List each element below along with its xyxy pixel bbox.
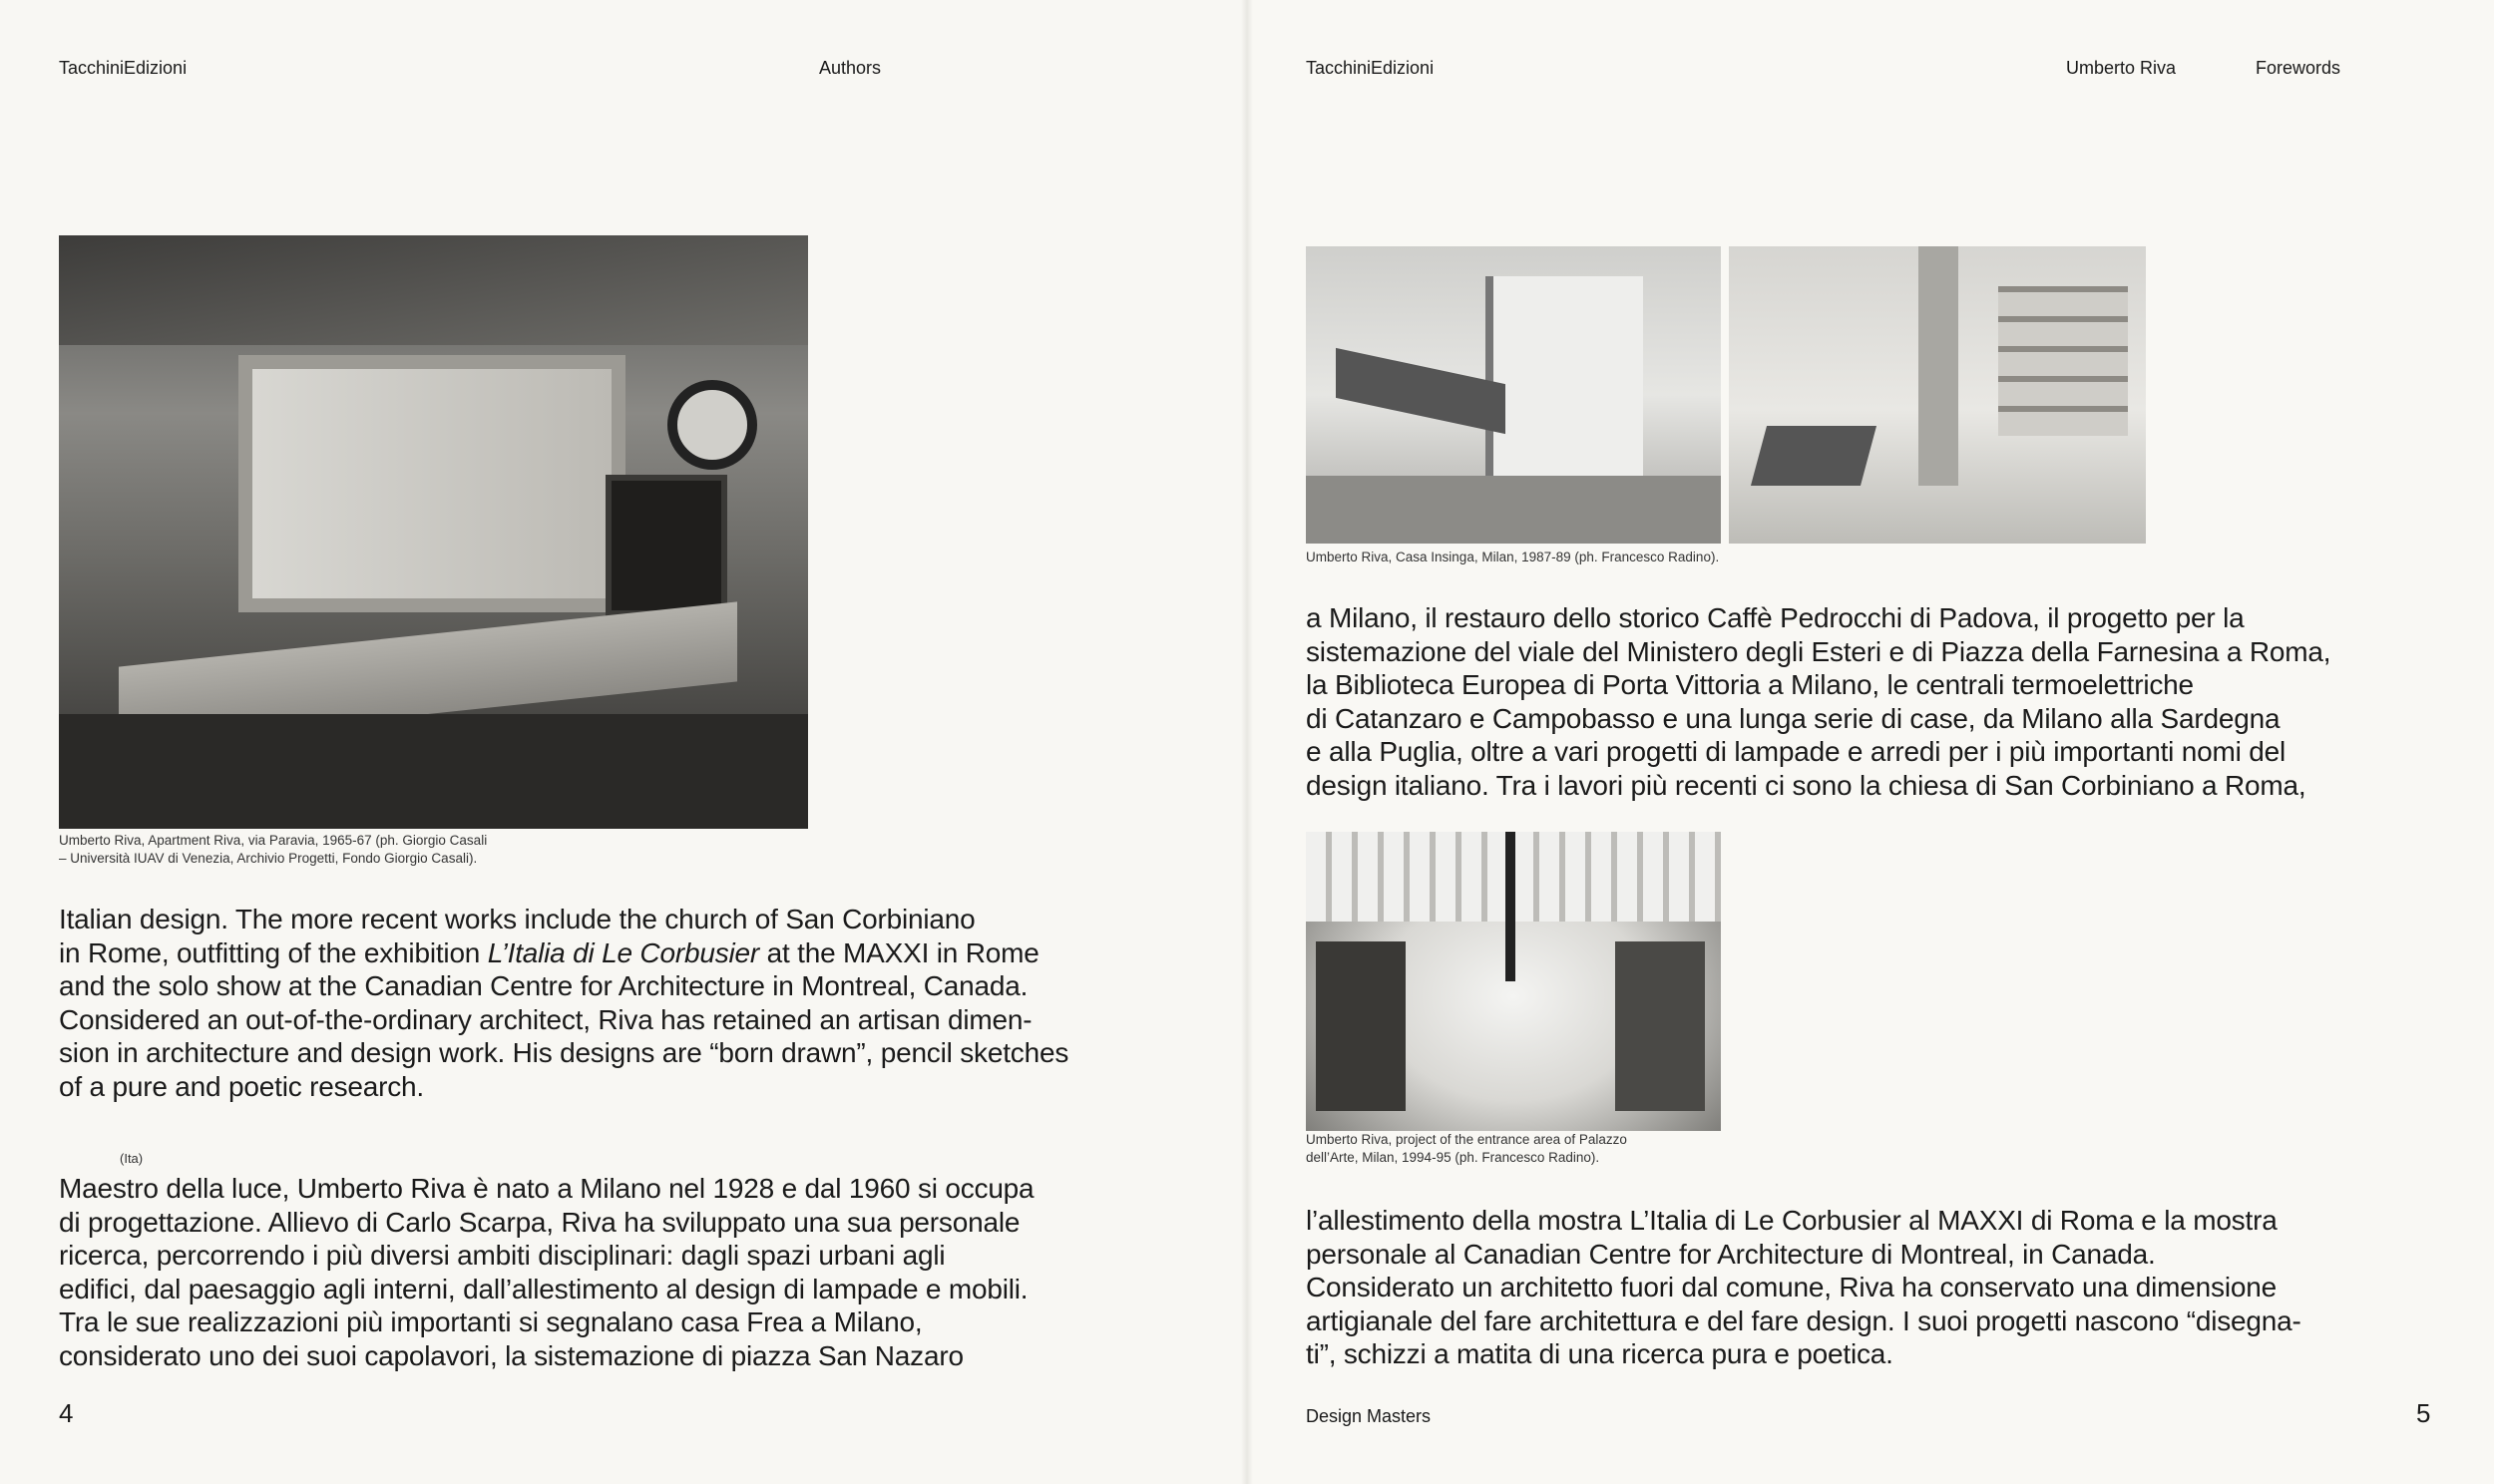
text-line: e alla Puglia, oltre a vari progetti di lampade e arredi per i più importanti nomi del bbox=[1306, 736, 2286, 768]
book-gutter bbox=[1241, 0, 1253, 1484]
exhibition-title: L’Italia di Le Corbusier bbox=[487, 936, 760, 968]
text-span: in Rome, outfitting of the exhibition bbox=[59, 936, 488, 968]
text-line: ti”, schizzi a matita di una ricerca pura e poetica. bbox=[1306, 1338, 1893, 1370]
italian-paragraph bbox=[59, 1172, 1034, 1373]
photo-apartment-riva bbox=[59, 235, 808, 829]
text-line: l’allestimento della mostra L’Italia di Le Corbusier al MAXXI di Roma e la mostra bbox=[1306, 1205, 2278, 1236]
text-line: design italiano. Tra i lavori più recenti ci sono la chiesa di San Corbiniano a Roma, bbox=[1306, 769, 2306, 801]
text-line: ricerca, percorrendo i più diversi ambiti disciplinari: dagli spazi urbani agli bbox=[59, 1240, 946, 1272]
photo-caption bbox=[59, 832, 487, 867]
text-line: artigianale del fare architettura e del fare design. I suoi progetti nascono “disegna- bbox=[1306, 1304, 2301, 1336]
text-line: and the solo show at the Canadian Centre for Architecture in Montreal, Canada. bbox=[59, 970, 1029, 1002]
header-section: Forewords bbox=[2256, 58, 2341, 78]
header-section: Authors bbox=[819, 58, 882, 78]
text-line: a Milano, il restauro dello storico Caffè Pedrocchi di Padova, il progetto per la bbox=[1306, 602, 2245, 633]
text-line: la Biblioteca Europea di Porta Vittoria a Milano, le centrali termoelettriche bbox=[1306, 669, 2194, 701]
language-label: (Ita) bbox=[120, 1151, 144, 1166]
italian-paragraph-end bbox=[1306, 1204, 2301, 1371]
photo-caption: Umberto Riva, Casa Insinga, Milan, 1987-89 (ph. Francesco Radino). bbox=[1306, 550, 1720, 564]
photo-palazzo-arte bbox=[1306, 832, 1721, 1131]
text-line: Maestro della luce, Umberto Riva è nato a Milano nel 1928 e dal 1960 si occupa bbox=[59, 1173, 1035, 1204]
text-line: di progettazione. Allievo di Carlo Scarpa, Riva ha sviluppato una sua personale bbox=[59, 1206, 1021, 1238]
text-line: edifici, dal paesaggio agli interni, dall’allestimento al design di lampade e mobili. bbox=[59, 1273, 1029, 1304]
caption-line: – Università IUAV di Venezia, Archivio Progetti, Fondo Giorgio Casali). bbox=[59, 850, 478, 866]
right-page bbox=[1247, 0, 2494, 1484]
text-line: considerato uno dei suoi capolavori, la sistemazione di piazza San Nazaro bbox=[59, 1339, 964, 1371]
text-line: personale al Canadian Centre for Architecture di Montreal, in Canada. bbox=[1306, 1238, 2156, 1270]
text-span: at the MAXXI in Rome bbox=[759, 936, 1039, 968]
page-number: 4 bbox=[59, 1398, 74, 1428]
footer-title: Design Masters bbox=[1306, 1406, 1432, 1426]
text-line: of a pure and poetic research. bbox=[59, 1070, 425, 1102]
text-line: di Catanzaro e Campobasso e una lunga serie di case, da Milano alla Sardegna bbox=[1306, 702, 2281, 734]
text-line: sistemazione del viale del Ministero degli Esteri e di Piazza della Farnesina a Roma, bbox=[1306, 635, 2331, 667]
text-line: Considerato un architetto fuori dal comune, Riva ha conservato una dimensione bbox=[1306, 1272, 2277, 1303]
photo-caption bbox=[1306, 1131, 1627, 1166]
text-line: Italian design. The more recent works include the church of San Corbiniano bbox=[59, 904, 976, 934]
header-brand: TacchiniEdizioni bbox=[1306, 58, 1435, 78]
page-number: 5 bbox=[2416, 1398, 2431, 1428]
header-author: Umberto Riva bbox=[2066, 58, 2177, 78]
header-brand: TacchiniEdizioni bbox=[59, 58, 188, 78]
photo-casa-insinga-1 bbox=[1306, 246, 1721, 544]
italian-paragraph-continued bbox=[1306, 601, 2330, 803]
caption-line: Umberto Riva, project of the entrance area of Palazzo bbox=[1306, 1132, 1627, 1147]
text-line bbox=[59, 936, 1068, 970]
text-line: sion in architecture and design work. His designs are “born drawn”, pencil sketches bbox=[59, 1037, 1069, 1069]
caption-line: dell’Arte, Milan, 1994-95 (ph. Francesco Radino). bbox=[1306, 1149, 1600, 1165]
text-line: Considered an out-of-the-ordinary architect, Riva has retained an artisan dimen- bbox=[59, 1003, 1033, 1035]
text-line: Tra le sue realizzazioni più importanti si segnalano casa Frea a Milano, bbox=[59, 1306, 923, 1338]
photo-casa-insinga-2 bbox=[1729, 246, 2146, 544]
english-paragraph bbox=[59, 903, 1068, 1104]
caption-line: Umberto Riva, Apartment Riva, via Paravia, 1965-67 (ph. Giorgio Casali bbox=[59, 833, 488, 848]
